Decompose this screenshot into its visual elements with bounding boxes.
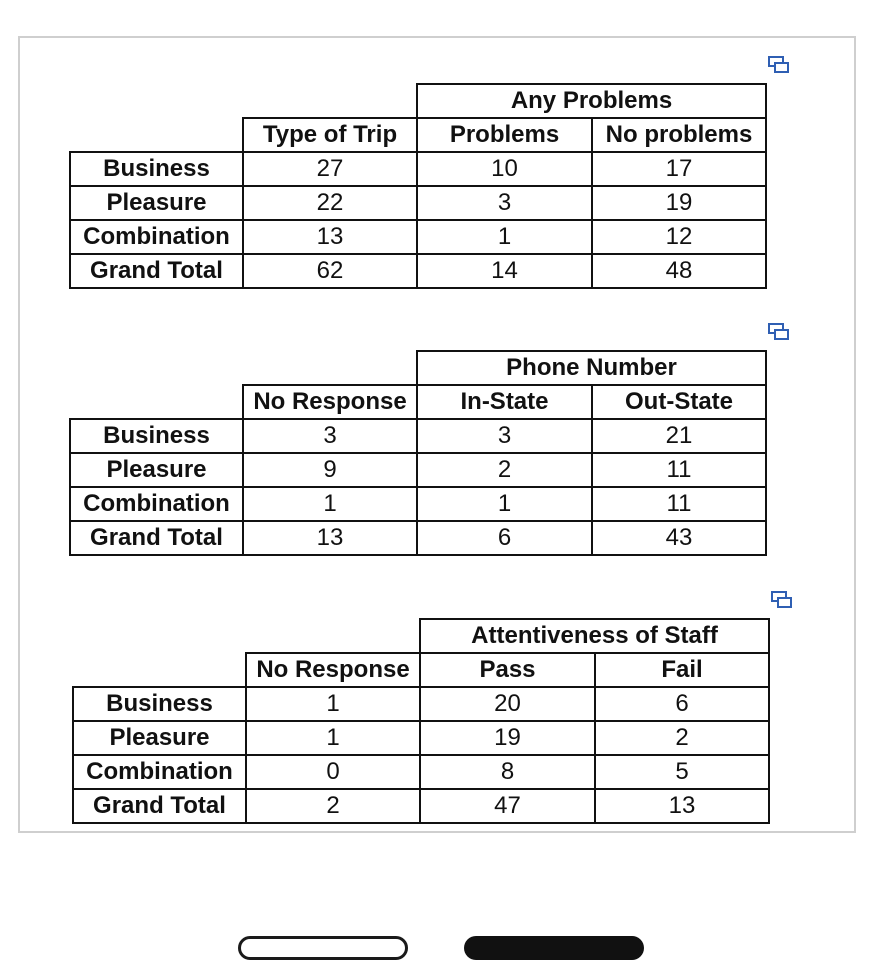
row-header: Grand Total [73,789,246,823]
row-header: Grand Total [70,254,243,288]
table-cell: 6 [417,521,592,555]
column-header: No problems [592,118,766,152]
table-cell: 3 [417,419,592,453]
table-row [70,152,766,186]
blank-cell [70,385,243,419]
blank-cell [73,653,246,687]
table-cell: 11 [592,453,766,487]
table-cell: 11 [592,487,766,521]
copy-icon[interactable] [768,323,790,339]
table-cell: 2 [417,453,592,487]
table-cell: 1 [417,220,592,254]
table-cell: 62 [243,254,417,288]
row-header: Grand Total [70,521,243,555]
table-cell: 1 [246,721,420,755]
blank-cell [73,619,246,653]
column-header: Out-State [592,385,766,419]
table-row [70,521,766,555]
row-header: Combination [73,755,246,789]
table-row [73,789,769,823]
column-header: Problems [417,118,592,152]
row-header: Business [73,687,246,721]
pivot-table-any-problems [69,83,767,289]
table-row [70,419,766,453]
copy-icon[interactable] [771,591,793,607]
table-cell: 1 [243,487,417,521]
table-cell: 1 [417,487,592,521]
row-header: Combination [70,487,243,521]
row-header: Pleasure [70,186,243,220]
row-header: Pleasure [73,721,246,755]
column-header: No Response [243,385,417,419]
table-cell: 13 [243,220,417,254]
table-cell: 3 [417,186,592,220]
table-row [73,687,769,721]
table-row [70,186,766,220]
table-cell: 2 [595,721,769,755]
table-cell: 10 [417,152,592,186]
table-cell: 1 [246,687,420,721]
table-cell: 12 [592,220,766,254]
table-cell: 8 [420,755,595,789]
blank-cell [70,118,243,152]
table-cell: 6 [595,687,769,721]
table-cell: 3 [243,419,417,453]
table-cell: 19 [420,721,595,755]
group-header: Attentiveness of Staff [420,619,769,653]
table-cell: 19 [592,186,766,220]
table-row [70,220,766,254]
row-header: Combination [70,220,243,254]
group-header: Any Problems [417,84,766,118]
copy-icon[interactable] [768,56,790,72]
pivot-table-attentiveness [72,618,770,824]
blank-cell [70,84,243,118]
group-header: Phone Number [417,351,766,385]
column-header: No Response [246,653,420,687]
table-row [70,453,766,487]
secondary-button[interactable] [238,936,408,960]
pivot-table-phone-number [69,350,767,556]
table-cell: 13 [243,521,417,555]
table-cell: 27 [243,152,417,186]
row-header: Business [70,152,243,186]
table-cell: 43 [592,521,766,555]
table-cell: 48 [592,254,766,288]
table-cell: 0 [246,755,420,789]
table-cell: 13 [595,789,769,823]
table-cell: 20 [420,687,595,721]
column-header: Pass [420,653,595,687]
table-cell: 5 [595,755,769,789]
table-cell: 14 [417,254,592,288]
blank-cell [70,351,243,385]
primary-button[interactable] [464,936,644,960]
table-cell: 21 [592,419,766,453]
blank-cell [243,84,417,118]
column-header: Type of Trip [243,118,417,152]
table-cell: 17 [592,152,766,186]
table-cell: 2 [246,789,420,823]
row-header: Pleasure [70,453,243,487]
column-header: In-State [417,385,592,419]
table-row [70,487,766,521]
table-cell: 9 [243,453,417,487]
blank-cell [246,619,420,653]
table-cell: 47 [420,789,595,823]
row-header: Business [70,419,243,453]
table-row [73,721,769,755]
table-row [73,755,769,789]
table-row [70,254,766,288]
column-header: Fail [595,653,769,687]
table-cell: 22 [243,186,417,220]
blank-cell [243,351,417,385]
